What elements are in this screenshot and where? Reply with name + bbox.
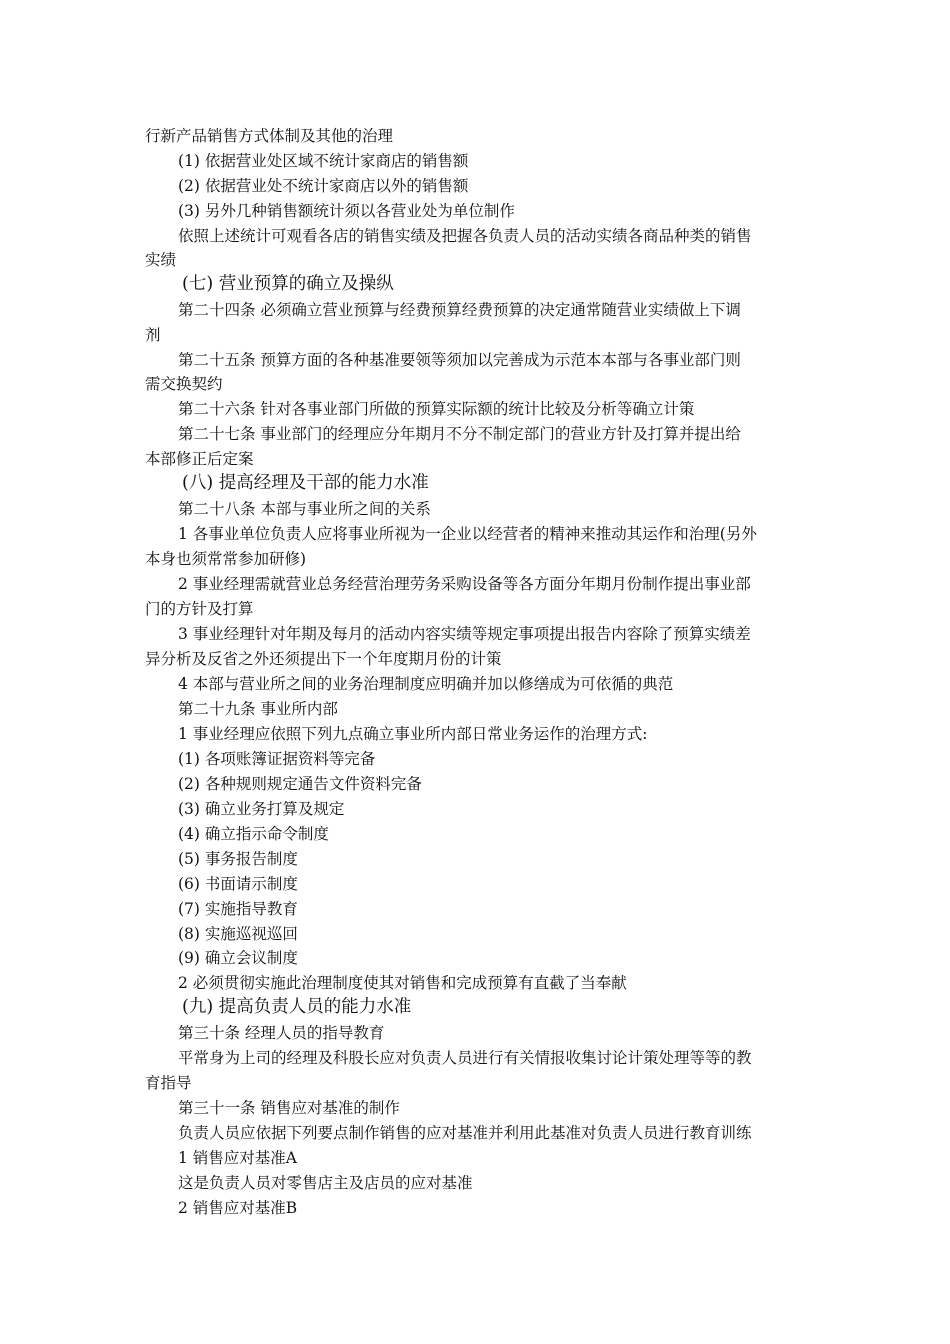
paragraph-line: 这是负责人员对零售店主及店员的应对基准 xyxy=(178,1174,473,1192)
list-item: 3 事业经理针对年期及每月的活动内容实绩等规定事项提出报告内容除了预算实绩差 xyxy=(178,625,751,643)
list-item: 4 本部与营业所之间的业务治理制度应明确并加以修缮成为可依循的典范 xyxy=(178,675,674,693)
section-heading: (八) 提高经理及干部的能力水准 xyxy=(182,473,429,493)
list-item: (9) 确立会议制度 xyxy=(178,949,298,967)
article-line: 第三十条 经理人员的指导教育 xyxy=(178,1024,385,1042)
article-line: 剂 xyxy=(145,326,161,344)
paragraph-line: 实绩 xyxy=(145,251,177,269)
list-item: (6) 书面请示制度 xyxy=(178,875,298,893)
article-line: 第二十八条 本部与事业所之间的关系 xyxy=(178,500,431,518)
list-item: 1 事业经理应依照下列九点确立事业所内部日常业务运作的治理方式: xyxy=(178,725,648,743)
list-item: (2) 依据营业处不统计家商店以外的销售额 xyxy=(178,177,469,195)
list-item: 2 销售应对基准B xyxy=(178,1199,298,1217)
list-item: 本身也须常常参加研修) xyxy=(145,550,307,568)
list-item: (3) 确立业务打算及规定 xyxy=(178,800,345,818)
list-item: 1 各事业单位负责人应将事业所视为一企业以经营者的精神来推动其运作和治理(另外 xyxy=(178,525,757,543)
section-heading: (七) 营业预算的确立及操纵 xyxy=(182,274,394,294)
list-item: (3) 另外几种销售额统计须以各营业处为单位制作 xyxy=(178,202,515,220)
list-item: 门的方针及打算 xyxy=(145,600,254,618)
article-line: 第二十四条 必须确立营业预算与经费预算经费预算的决定通常随营业实绩做上下调 xyxy=(178,301,741,319)
list-item: 1 销售应对基准A xyxy=(178,1149,297,1167)
article-line: 需交换契约 xyxy=(145,375,223,393)
list-item: (1) 依据营业处区域不统计家商店的销售额 xyxy=(178,152,469,170)
list-item: 异分析及反省之外还须提出下一个年度期月份的计策 xyxy=(145,650,502,668)
article-line: 第二十九条 事业所内部 xyxy=(178,700,338,718)
paragraph-line: 育指导 xyxy=(145,1074,192,1092)
list-item: 2 事业经理需就营业总务经营治理劳务采购设备等各方面分年期月份制作提出事业部 xyxy=(178,575,751,593)
list-item: 2 必须贯彻实施此治理制度使其对销售和完成预算有直截了当奉献 xyxy=(178,974,627,992)
list-item: (2) 各种规则规定通告文件资料完备 xyxy=(178,775,422,793)
list-item: (7) 实施指导教育 xyxy=(178,900,298,918)
list-item: (4) 确立指示命令制度 xyxy=(178,825,329,843)
paragraph-line: 依照上述统计可观看各店的销售实绩及把握各负责人员的活动实绩各商品种类的销售 xyxy=(178,227,752,245)
text-line: 行新产品销售方式体制及其他的治理 xyxy=(145,127,394,145)
article-line: 第二十七条 事业部门的经理应分年期月不分不制定部门的营业方针及打算并提出给 xyxy=(178,425,741,443)
paragraph-line: 平常身为上司的经理及科股长应对负责人员进行有关情报收集讨论计策处理等等的教 xyxy=(178,1049,752,1067)
list-item: (5) 事务报告制度 xyxy=(178,850,298,868)
article-line: 本部修正后定案 xyxy=(145,450,254,468)
article-line: 第三十一条 销售应对基准的制作 xyxy=(178,1099,400,1117)
list-item: (8) 实施巡视巡回 xyxy=(178,925,298,943)
list-item: (1) 各项账簿证据资料等完备 xyxy=(178,750,376,768)
article-line: 第二十五条 预算方面的各种基准要领等须加以完善成为示范本本部与各事业部门则 xyxy=(178,351,741,369)
section-heading: (九) 提高负责人员的能力水准 xyxy=(182,997,412,1017)
article-line: 第二十六条 针对各事业部门所做的预算实际额的统计比较及分析等确立计策 xyxy=(178,400,695,418)
paragraph-line: 负责人员应依据下列要点制作销售的应对基准并利用此基准对负责人员进行教育训练 xyxy=(178,1124,752,1142)
